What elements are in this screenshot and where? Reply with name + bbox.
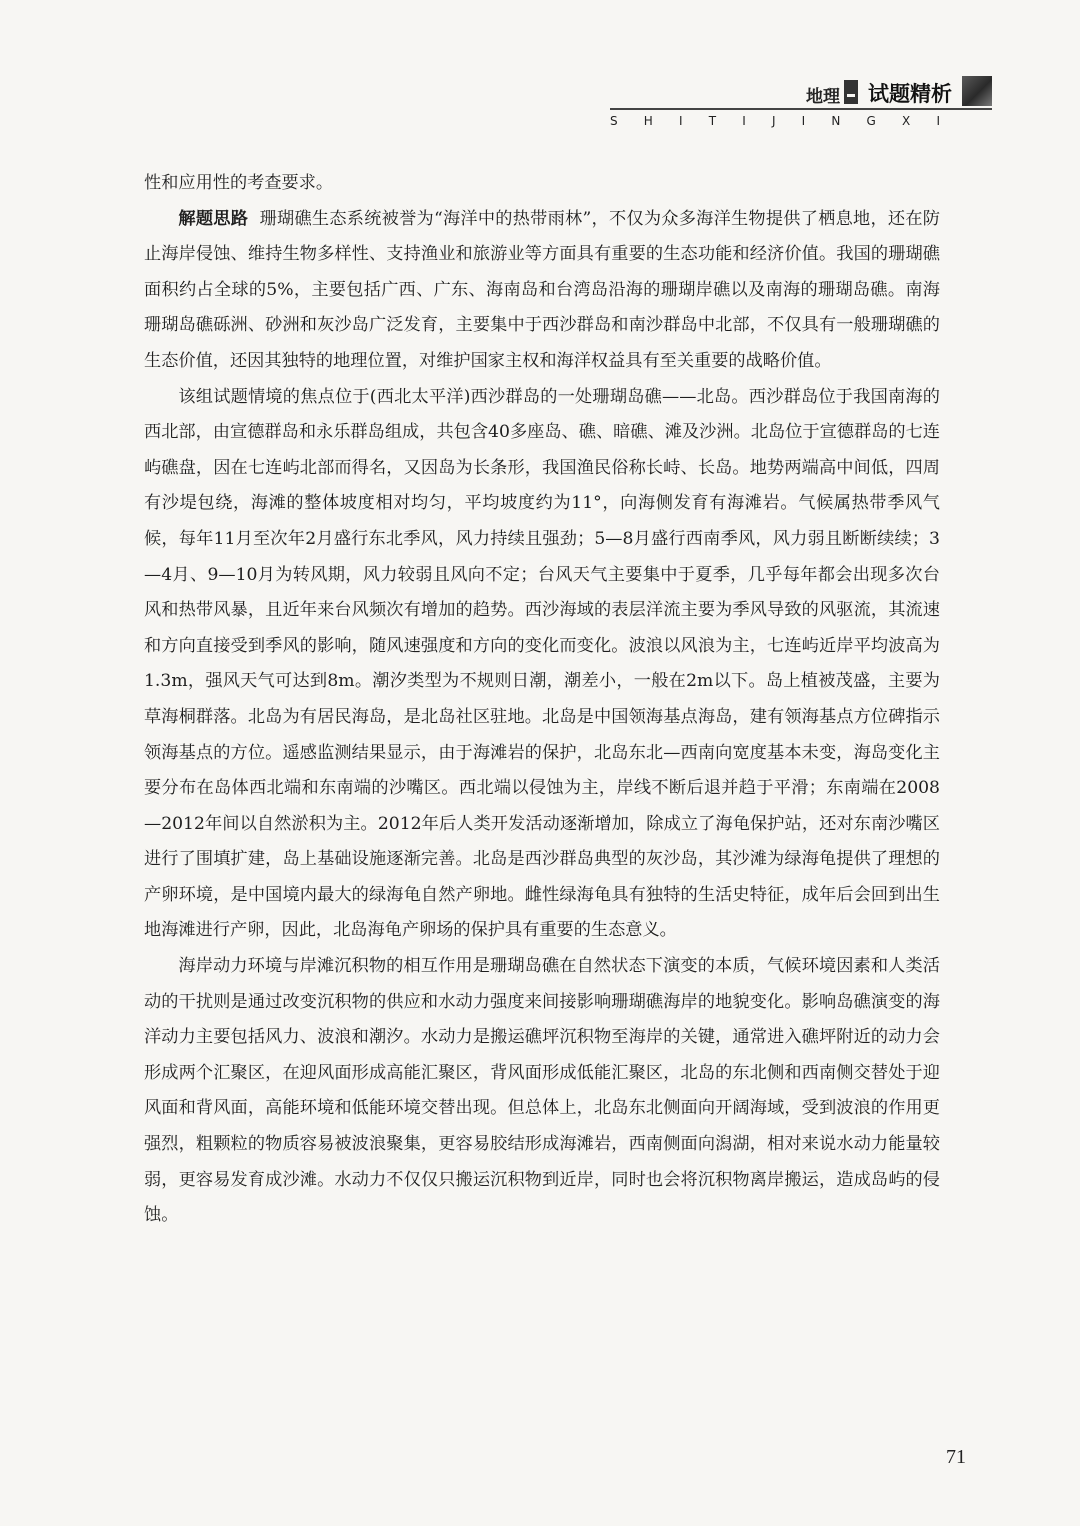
paragraph-scenario — [144, 380, 940, 950]
paragraph-text: 海岸动力环境与岸滩沉积物的相互作用是珊瑚岛礁在自然状态下演变的本质，气候环境因素和人类活动的干扰则是通过改变沉积物的供应和水动力强度来间接影响珊瑚礁海岸的地貌变化。影响岛礁演变的海洋动力主要包括风力、波浪和潮汐。水动力是搬运礁坪沉积物至海岸的关键，通常进入礁坪附近的动力会形成两个汇聚区，在迎风面形成高能汇聚区，背风面形成低能汇聚区，北岛的东北侧和西南侧交替处于迎风面和背风面，高能环境和低能环境交替出现。但总体上，北岛东北侧面向开阔海域，受到波浪的作用更强烈，粗颗粒的物质容易被波浪聚集，更容易胶结形成海滩岩，西南侧面向潟湖，相对来说水动力能量较弱，更容易发育成沙滩。水动力不仅仅只搬运沉积物到近岸，同时也会将沉积物离岸搬运，造成岛屿的侵蚀。 — [144, 956, 940, 1226]
paragraph-text: 性和应用性的考查要求。 — [144, 173, 334, 193]
paragraph-text: 珊瑚礁生态系统被誉为“海洋中的热带雨林”，不仅为众多海洋生物提供了栖息地，还在防止海岸侵蚀、维持生物多样性、支持渔业和旅游业等方面具有重要的生态功能和经济价值。我国的珊瑚礁面积约占全球的5%，主要包括广西、广东、海南岛和台湾岛沿海的珊瑚岸礁以及南海的珊瑚岛礁。南海珊瑚岛礁砾洲、砂洲和灰沙岛广泛发育，主要集中于西沙群岛和南沙群岛中北部，不仅具有一般珊瑚礁的生态价值，还因其独特的地理位置，对维护国家主权和海洋权益具有至关重要的战略价值。 — [144, 208, 940, 371]
paragraph-dynamics — [144, 949, 940, 1234]
page-number: 71 — [946, 1446, 966, 1468]
pinyin-letter: H — [643, 114, 653, 128]
header-rule — [610, 108, 992, 110]
header-title: 试题精析 — [868, 82, 952, 106]
paragraph-text: 该组试题情境的焦点位于(西北太平洋)西沙群岛的一处珊瑚岛礁——北岛。西沙群岛位于我国南海的西北部，由宣德群岛和永乐群岛组成，共包含40多座岛、礁、暗礁、滩及沙洲。北岛位于宣德群岛的七连屿礁盘，因在七连屿北部而得名，又因岛为长条形，我国渔民俗称长峙、长岛。地势两端高中间低，四周有沙堤包绕，海滩的整体坡度相对均匀，平均坡度约为11°，向海侧发育有海滩岩。气候属热带季风气候，每年11月至次年2月盛行东北季风，风力持续且强劲；5—8月盛行西南季风，风力弱且断断续续；3—4月、9—10月为转风期，风力较弱且风向不定；台风天气主要集中于夏季，几乎每年都会出现多次台风和热带风暴，且近年来台风频次有增加的趋势。西沙海域的表层洋流主要为季风导致的风驱流，其流速和方向直接受到季风的影响，随风速强度和方向的变化而变化。波浪以风浪为主，七连屿近岸平均波高为1.3m，强风天气可达到8m。潮汐类型为不规则日潮，潮差小，一般在2m以下。岛上植被茂盛，主要为草海桐群落。北岛为有居民海岛，是北岛社区驻地。北岛是中国领海基点海岛，建有领海基点方位碑指示领海基点的方位。遥感监测结果显示，由于海滩岩的保护，北岛东北—西南向宽度基本未变，海岛变化主要分布在岛体西北端和东南端的沙嘴区。西北端以侵蚀为主，岸线不断后退并趋于平滑；东南端在2008—2012年间以自然淤积为主。2012年后人类开发活动逐渐增加，除成立了海龟保护站，还对东南沙嘴区进行了围填扩建，岛上基础设施逐渐完善。北岛是西沙群岛典型的灰沙岛，其沙滩为绿海龟提供了理想的产卵环境，是中国境内最大的绿海龟自然产卵地。雌性绿海龟具有独特的生活史特征，成年后会回到出生地海滩进行产卵，因此，北岛海龟产卵场的保护具有重要的生态意义。 — [144, 386, 940, 941]
body-text — [144, 166, 940, 1234]
header-bar-icon — [844, 80, 858, 104]
paragraph-continuation — [144, 166, 940, 202]
header-subject: 地理 — [806, 87, 840, 107]
pinyin-letter: J — [771, 114, 776, 128]
paragraph-solution-approach — [144, 202, 940, 380]
header-pinyin — [610, 114, 940, 128]
pinyin-letter: I — [801, 114, 806, 128]
header-corner-icon — [962, 76, 992, 106]
running-header — [610, 74, 990, 134]
pinyin-letter: I — [679, 114, 683, 128]
pinyin-letter: S — [610, 114, 618, 128]
pinyin-letter: I — [742, 114, 746, 128]
pinyin-letter: I — [936, 114, 940, 128]
pinyin-letter: G — [866, 114, 876, 128]
pinyin-letter: T — [708, 114, 717, 128]
pinyin-letter: X — [902, 114, 911, 128]
paragraph-lead-label: 解题思路 — [178, 208, 249, 229]
pinyin-letter: N — [831, 114, 841, 128]
